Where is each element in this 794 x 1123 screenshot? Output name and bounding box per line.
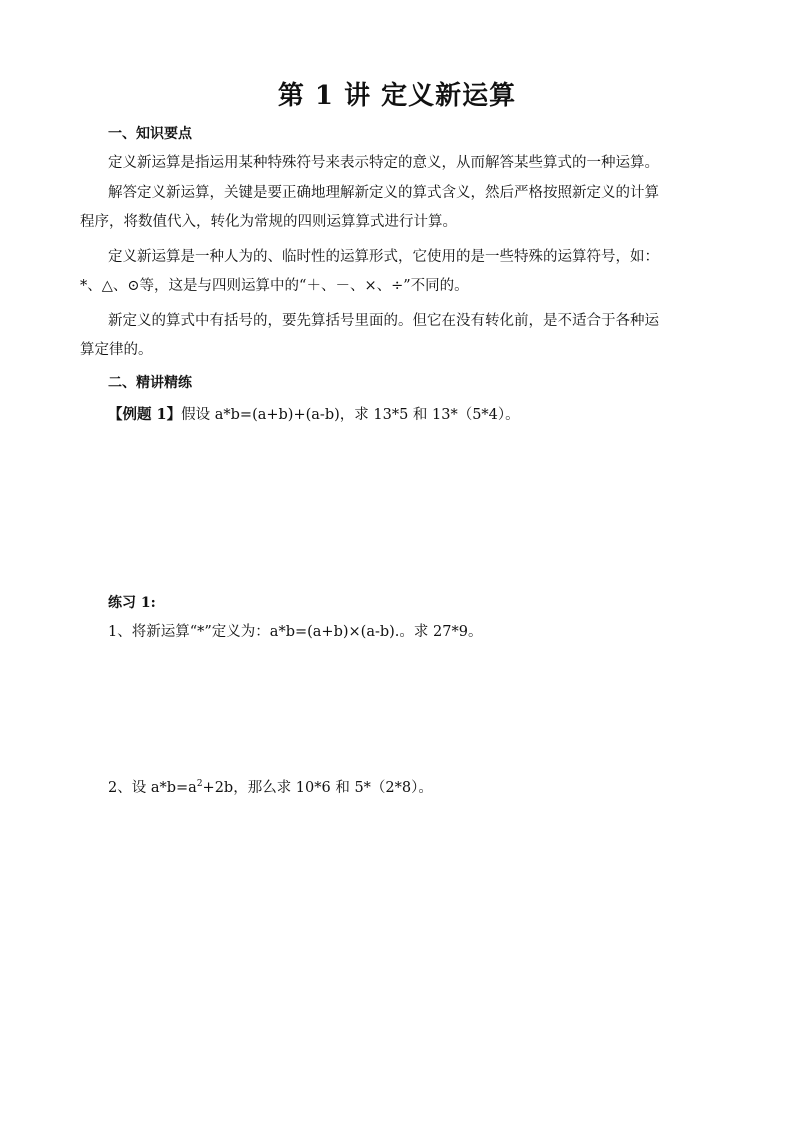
paragraph-1-line-1: 定义新运算是指运用某种特殊符号来表示特定的意义，从而解答某些算式的一种运算。 [108,155,659,171]
paragraph-1 [108,149,716,178]
paragraph-2-line-2: 程序，将数值代入，转化为常规的四则运算算式进行计算。 [80,214,457,230]
page-title: 第 1 讲 定义新运算 [277,81,517,111]
example-1-label: 【例题 1】 [108,406,182,423]
paragraph-4-line-1: 新定义的算式中有括号的，要先算括号里面的。但它在没有转化前，是不适合于各种运 [108,313,659,329]
practice-item-2-suffix: +2b，那么求 10*6 和 5*（2*8）。 [202,780,433,796]
paragraph-4-line-2: 算定律的。 [80,342,153,358]
example-1 [108,405,520,425]
paragraph-2 [80,179,716,237]
practice-item-2 [108,778,433,798]
paragraph-3-line-2: *、△、⊙等，这是与四则运算中的“＋、－、×、÷”不同的。 [80,278,469,294]
example-1-text: 假设 a*b=(a+b)+(a-b)，求 13*5 和 13*（5*4）。 [181,407,520,423]
paragraph-4 [80,307,716,365]
practice-item-2-exponent: 2 [196,779,203,790]
section-heading-knowledge: 一、知识要点 [108,126,192,142]
practice-1-heading: 练习 1: [108,595,156,611]
paragraph-3 [80,243,716,301]
section-heading-practice: 二、精讲精练 [108,375,192,391]
paragraph-3-line-1: 定义新运算是一种人为的、临时性的运算形式，它使用的是一些特殊的运算符号，如： [108,249,659,265]
practice-item-2-prefix: 2、设 a*b=a [108,780,197,796]
paragraph-2-line-1: 解答定义新运算，关键是要正确地理解新定义的算式含义，然后严格按照新定义的计算 [108,185,659,201]
practice-item-1: 1、将新运算“*”定义为：a*b=(a+b)×(a-b).。求 27*9。 [108,624,483,640]
